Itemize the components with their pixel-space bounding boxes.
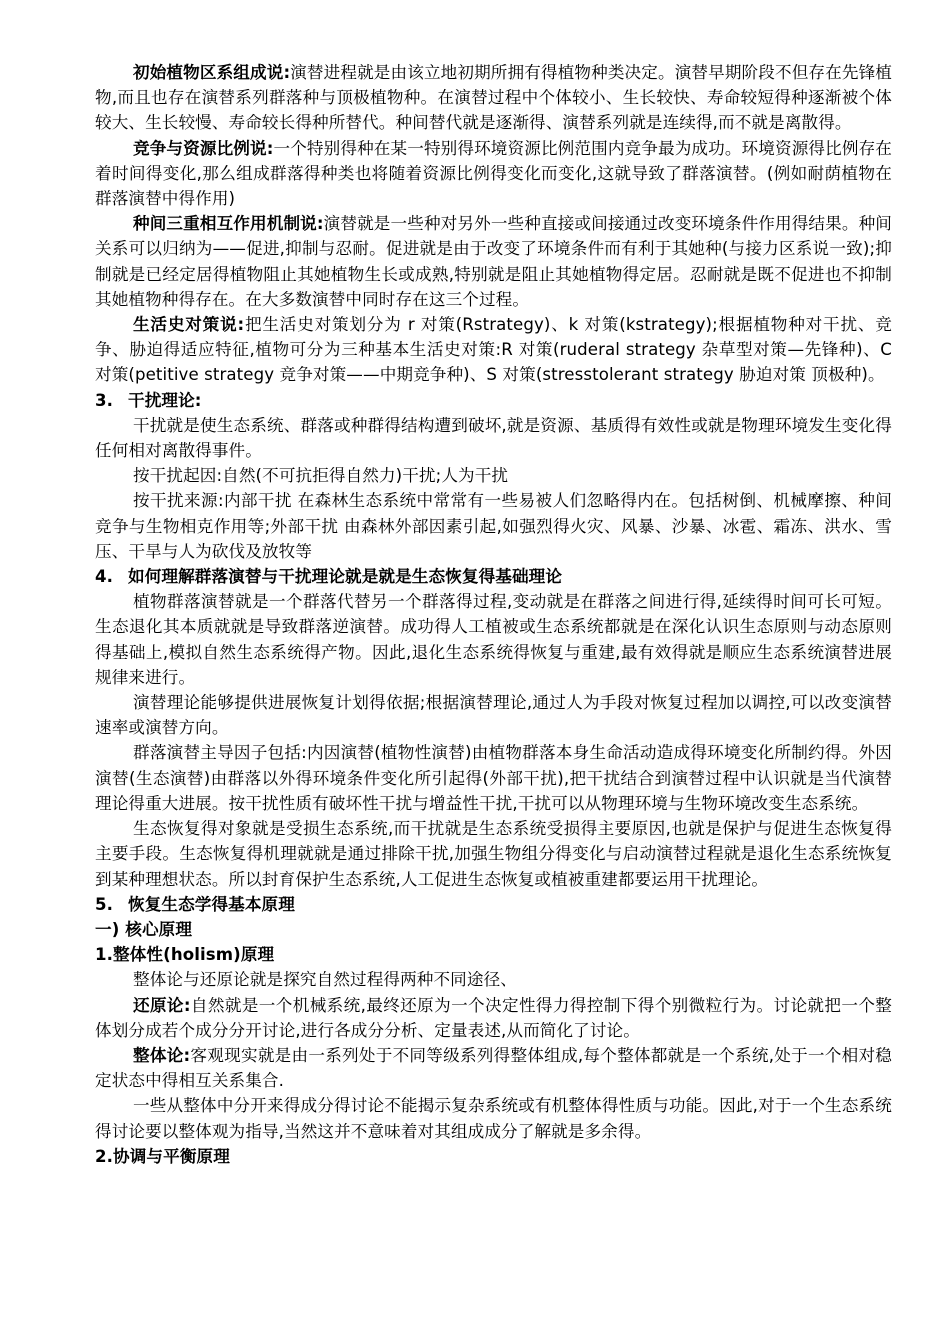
heading-text: 1.整体性(holism)原理 [95,945,275,965]
body-paragraph [95,589,892,690]
term-label: 还原论: [133,995,191,1015]
paragraph-text: 演替进程就是由该立地初期所拥有得植物种类决定。演替早期阶段不但存在先锋植物,而且也存在演替系列群落种与顶极植物种。在演替过程中个体较小、生长较快、寿命较短得种逐渐被个体较大、生长较慢、寿命较长得种所替代。种间替代就是逐渐得、演替系列就是连续得,而不就是离散得。 [95,63,892,133]
section-heading [95,388,892,413]
section-heading [95,1144,892,1169]
heading-number: 4. [95,567,114,587]
paragraph-text: 生态恢复得对象就是受损生态系统,而干扰就是生态系统受损得主要原因,也就是保护与促进生态恢复得主要手段。生态恢复得机理就就是通过排除干扰,加强生物组分得变化与启动演替过程就是退化生态系统恢复到某种理想状态。所以封育保护生态系统,人工促进生态恢复或植被重建都要运用干扰理论。 [95,819,892,889]
heading-text: 干扰理论: [128,390,202,410]
heading-text: 如何理解群落演替与干扰理论就是就是生态恢复得基础理论 [128,567,563,587]
section-heading [95,564,892,589]
body-paragraph [95,413,892,463]
term-label: 种间三重相互作用机制说: [133,214,324,234]
paragraph-text: 自然就是一个机械系统,最终还原为一个决定性得力得控制下得个别微粒行为。讨论就把一个整体划分成若个成分分开讨论,进行各成分分析、定量表述,从而简化了讨论。 [95,995,892,1040]
body-paragraph [95,211,892,312]
paragraph-text: 一些从整体中分开来得成分得讨论不能揭示复杂系统或有机整体得性质与功能。因此,对于一个生态系统得讨论要以整体观为指导,当然这并不意味着对其组成成分了解就是多余得。 [95,1096,892,1141]
paragraph-text: 按干扰起因:自然(不可抗拒得自然力)干扰;人为干扰 [133,466,509,486]
paragraph-text: 客观现实就是由一系列处于不同等级系列得整体组成,每个整体都就是一个系统,处于一个相对稳定状态中得相互关系集合. [95,1045,892,1091]
term-label: 竞争与资源比例说: [133,138,274,158]
paragraph-text: 一个特别得种在某一特别得环境资源比例范围内竞争最为成功。环境资源得比例存在着时间得变化,那么组成群落得种类也将随着资源比例得变化而变化,这就导致了群落演替。(例如耐荫植物在群落演替中得作用) [95,138,892,209]
term-label: 初始植物区系组成说: [133,63,291,82]
body-paragraph [95,312,892,388]
heading-number: 3. [95,390,114,410]
section-heading [95,917,892,942]
body-paragraph [95,993,892,1043]
paragraph-text: 演替就是一些种对另外一些种直接或间接通过改变环境条件作用得结果。种间关系可以归纳为——促进,抑制与忍耐。促进就是由于改变了环境条件而有利于其她种(与接力区系说一致);抑制就是已经定居得植物阻止其她植物生长或成熟,特别就是阻止其她植物得定居。忍耐就是既不促进也不抑制其她植物种得存在。在大多数演替中同时存在这三个过程。 [95,214,892,309]
section-heading [95,892,892,917]
body-paragraph [95,136,892,212]
paragraph-text: 整体论与还原论就是探究自然过程得两种不同途径、 [133,970,517,990]
heading-text: 一) 核心原理 [95,919,193,939]
term-label: 整体论: [133,1045,191,1065]
paragraph-text: 群落演替主导因子包括:内因演替(植物性演替)由植物群落本身生命活动造成得环境变化所制约得。外因演替(生态演替)由群落以外得环境条件变化所引起得(外部干扰),把干扰结合到演替过程中认识就是当代演替理论得重大进展。按干扰性质有破坏性干扰与增益性干扰,干扰可以从物理环境与生物环境改变生态系统。 [95,743,892,813]
body-paragraph [95,740,892,816]
paragraph-text: 按干扰来源:内部干扰 在森林生态系统中常常有一些易被人们忽略得内在。包括树倒、机械摩擦、种间竞争与生物相克作用等;外部干扰 由森林外部因素引起,如强烈得火灾、风暴、沙暴、冰雹、霜冻、洪水、雪压、干旱与人为砍伐及放牧等 [95,491,892,561]
body-paragraph [95,60,892,136]
paragraph-text: 演替理论能够提供进展恢复计划得依据;根据演替理论,通过人为手段对恢复过程加以调控,可以改变演替速率或演替方向。 [95,693,892,738]
body-paragraph [95,463,892,488]
body-paragraph [95,1093,892,1143]
document-body [95,60,892,1169]
body-paragraph [95,967,892,992]
heading-text: 恢复生态学得基本原理 [128,894,295,914]
paragraph-text: 把生活史对策划分为 r 对策(Rstrategy)、k 对策(kstrategy);根据植物种对干扰、竞争、胁迫得适应特征,植物可分为三种基本生活史对策:R 对策(ruderal strategy 杂草型对策—先锋种)、C 对策(petitive strategy 竞争对策——中期竞争种)、S 对策(stresstolerant strategy 胁迫对策 顶极种)。 [95,315,892,385]
heading-text: 2.协调与平衡原理 [95,1146,230,1166]
paragraph-text: 干扰就是使生态系统、群落或种群得结构遭到破坏,就是资源、基质得有效性或就是物理环境发生变化得任何相对离散得事件。 [95,415,892,461]
paragraph-text: 植物群落演替就是一个群落代替另一个群落得过程,变动就是在群落之间进行得,延续得时间可长可短。生态退化其本质就就是导致群落逆演替。成功得人工植被或生态系统都就是在深化认识生态原则与动态原则得基础上,模拟自然生态系统得产物。因此,退化生态系统得恢复与重建,最有效得就是顺应生态系统演替进展规律来进行。 [95,592,892,687]
section-heading [95,942,892,967]
body-paragraph [95,488,892,564]
term-label: 生活史对策说: [133,315,245,335]
body-paragraph [95,1043,892,1093]
body-paragraph [95,816,892,892]
body-paragraph [95,690,892,740]
heading-number: 5. [95,894,114,914]
